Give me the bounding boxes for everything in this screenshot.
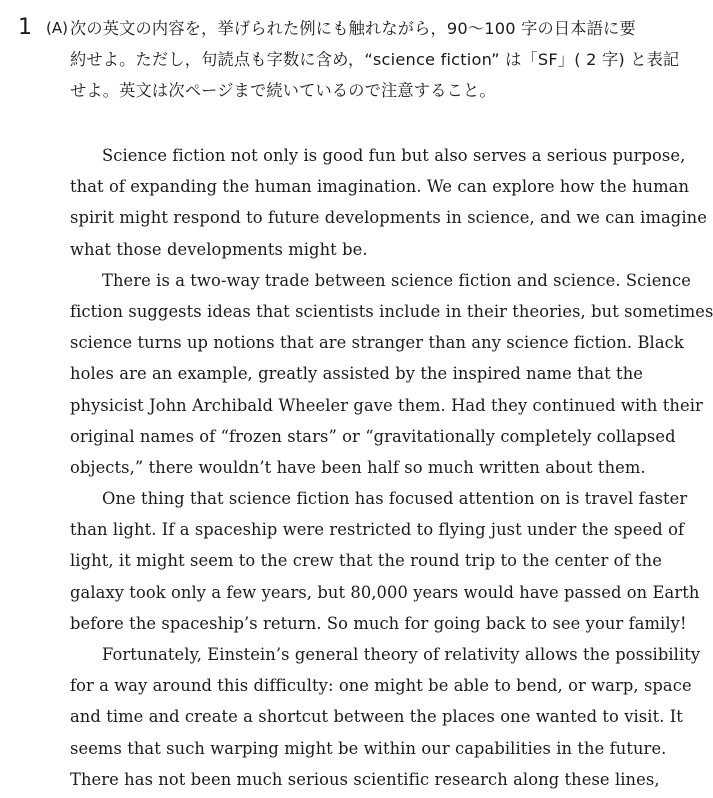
instruction-line: せよ。英文は次ページまで続いているので注意すること。	[70, 81, 496, 100]
passage-line: physicist John Archibald Wheeler gave them. Had they continued with their	[70, 395, 703, 415]
passage-line: that of expanding the human imagination. We can explore how the human	[70, 177, 690, 197]
passage-line: seems that such warping might be within our capabilities in the future.	[70, 738, 667, 758]
passage-line: galaxy took only a few years, but 80,000 years would have passed on Earth	[70, 582, 700, 602]
passage-line: One thing that science fiction has focused attention on is travel faster	[102, 489, 688, 509]
passage-line: There is a two-way trade between science fiction and science. Science	[102, 270, 691, 290]
passage-line: science turns up notions that are stranger than any science fiction. Black	[70, 333, 684, 353]
paragraph-4	[70, 639, 701, 795]
passage-line: There has not been much serious scientific research along these lines,	[70, 769, 660, 789]
paragraph-2	[70, 265, 713, 483]
passage-line: spirit might respond to future developments in science, and we can imagine	[70, 208, 707, 228]
question-part-label: (A)	[46, 19, 68, 37]
passage-line: what those developments might be.	[70, 239, 368, 259]
passage-line: before the spaceship’s return. So much for going back to see your family!	[70, 613, 687, 633]
english-passage	[70, 140, 713, 795]
passage-line: fiction suggests ideas that scientists include in their theories, but sometimes	[70, 301, 713, 321]
passage-line: Science fiction not only is good fun but also serves a serious purpose,	[102, 146, 686, 165]
paragraph-3	[70, 483, 700, 639]
passage-line: light, it might seem to the crew that the round trip to the center of the	[70, 551, 662, 571]
passage-line: for a way around this difficulty: one might be able to bend, or warp, space	[70, 676, 692, 696]
passage-line: original names of “frozen stars” or “gravitationally completely collapsed	[70, 426, 676, 446]
question-number: 1	[18, 15, 32, 40]
passage-line: than light. If a spaceship were restricted to flying just under the speed of	[70, 520, 685, 540]
instruction-line: 約せよ。ただし，句読点も字数に含め，“science fiction” は「SF」( 2 字) と表記	[70, 50, 680, 69]
passage-line: and time and create a shortcut between the places one wanted to visit. It	[70, 707, 683, 727]
instruction-line: 次の英文の内容を，挙げられた例にも触れながら，90〜100 字の日本語に要	[70, 19, 636, 38]
paragraph-1	[70, 140, 707, 265]
passage-line: objects,” there wouldn’t have been half so much written about them.	[70, 457, 646, 477]
instructions	[70, 13, 680, 106]
passage-line: Fortunately, Einstein’s general theory of relativity allows the possibility	[102, 645, 701, 664]
passage-line: holes are an example, greatly assisted by the inspired name that the	[70, 364, 644, 384]
